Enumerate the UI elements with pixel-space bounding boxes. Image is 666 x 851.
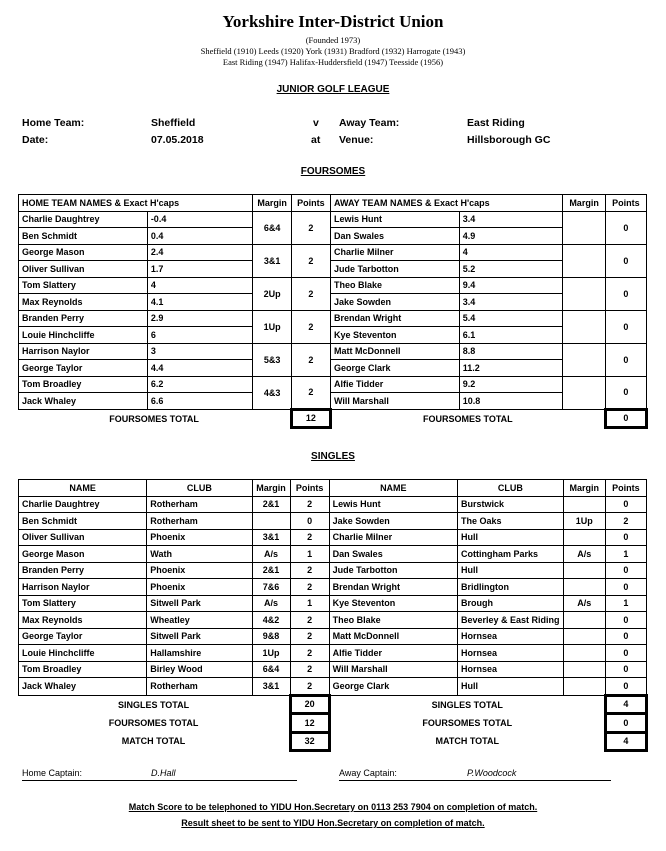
districts-line-1: Sheffield (1910) Leeds (1920) York (1931) Bradford (1932) Harrogate (1943) xyxy=(200,46,466,56)
away-team-label: Away Team: xyxy=(339,117,400,129)
points-header: Points xyxy=(291,195,330,212)
home-points: 2 xyxy=(291,277,330,310)
away-margin xyxy=(563,310,605,343)
foursomes-pair-row-bottom xyxy=(19,393,647,410)
home-match-total: 32 xyxy=(290,732,329,751)
away-points: 0 xyxy=(605,661,646,678)
away-player-name: Brendan Wright xyxy=(329,579,457,596)
home-player-handicap: 4.4 xyxy=(147,360,253,377)
home-margin: 1Up xyxy=(252,645,290,662)
away-player-name: Charlie Milner xyxy=(329,529,457,546)
away-margin xyxy=(563,645,605,662)
match-total-label: MATCH TOTAL xyxy=(435,736,499,747)
home-player-name: Jack Whaley xyxy=(19,393,148,410)
away-margin xyxy=(563,244,605,277)
home-player-handicap: 1.7 xyxy=(147,261,253,278)
singles-row xyxy=(19,562,647,579)
away-player-name: George Clark xyxy=(329,678,457,696)
home-player-name: Harrison Naylor xyxy=(19,579,147,596)
points-header: Points xyxy=(605,480,646,497)
home-margin xyxy=(252,513,290,530)
away-player-handicap: 9.4 xyxy=(459,277,563,294)
home-player-handicap: -0.4 xyxy=(147,211,253,228)
club-header: CLUB xyxy=(457,480,563,497)
match-total-row xyxy=(19,732,647,751)
away-points: 0 xyxy=(605,244,646,277)
home-player-name: Branden Perry xyxy=(19,310,148,327)
away-margin xyxy=(563,496,605,513)
home-player-name: Oliver Sullivan xyxy=(19,261,148,278)
home-player-club: Hallamshire xyxy=(147,645,252,662)
away-margin: 1Up xyxy=(563,513,605,530)
home-margin: 4&3 xyxy=(253,376,291,409)
away-player-club: Hornsea xyxy=(457,628,563,645)
points-header: Points xyxy=(290,480,329,497)
home-margin: A/s xyxy=(252,546,290,563)
foursomes-pair-row-top xyxy=(19,376,647,393)
home-player-club: Birley Wood xyxy=(147,661,252,678)
home-player-name: Oliver Sullivan xyxy=(19,529,147,546)
home-player-club: Rotherham xyxy=(147,496,252,513)
away-match-total: 4 xyxy=(605,732,646,751)
home-foursomes-summary: 12 xyxy=(290,714,329,733)
home-player-name: Tom Slattery xyxy=(19,595,147,612)
away-points: 0 xyxy=(605,579,646,596)
home-points: 2 xyxy=(290,645,329,662)
home-points: 2 xyxy=(290,628,329,645)
home-captain-line xyxy=(22,780,297,781)
home-player-name: Ben Schmidt xyxy=(19,228,148,245)
home-margin: 3&1 xyxy=(252,678,290,696)
home-player-name: Louie Hinchcliffe xyxy=(19,327,148,344)
singles-row xyxy=(19,529,647,546)
away-player-name: Will Marshall xyxy=(329,661,457,678)
home-player-name: Tom Broadley xyxy=(19,376,148,393)
home-singles-total: 20 xyxy=(290,695,329,714)
singles-row xyxy=(19,496,647,513)
away-player-name: Theo Blake xyxy=(329,612,457,629)
away-player-name: Matt McDonnell xyxy=(329,628,457,645)
home-points: 2 xyxy=(290,529,329,546)
home-margin: A/s xyxy=(252,595,290,612)
foursomes-pair-row-bottom xyxy=(19,360,647,377)
home-player-club: Sitwell Park xyxy=(147,628,252,645)
away-player-handicap: 11.2 xyxy=(459,360,563,377)
margin-header: Margin xyxy=(563,480,605,497)
home-points: 2 xyxy=(291,376,330,409)
away-player-name: George Clark xyxy=(330,360,459,377)
away-margin: A/s xyxy=(563,546,605,563)
away-captain-value: P.Woodcock xyxy=(467,768,517,778)
home-names-header: HOME TEAM NAMES & Exact H'caps xyxy=(19,195,253,212)
singles-header-row xyxy=(19,480,647,497)
home-points: 2 xyxy=(290,579,329,596)
page-title: Yorkshire Inter-District Union xyxy=(222,12,444,31)
foursomes-total-label: FOURSOMES TOTAL xyxy=(109,413,199,424)
home-points: 0 xyxy=(290,513,329,530)
away-points: 0 xyxy=(605,529,646,546)
singles-row xyxy=(19,678,647,696)
away-foursomes-summary: 0 xyxy=(605,714,646,733)
home-player-handicap: 3 xyxy=(147,343,253,360)
foursomes-pair-row-bottom xyxy=(19,294,647,311)
away-player-name: Dan Swales xyxy=(330,228,459,245)
away-singles-total: 4 xyxy=(605,695,646,714)
home-margin: 4&2 xyxy=(252,612,290,629)
away-player-handicap: 3.4 xyxy=(459,211,563,228)
home-points: 2 xyxy=(290,562,329,579)
away-team-value: East Riding xyxy=(467,117,525,129)
away-player-name: Dan Swales xyxy=(329,546,457,563)
match-total-label: MATCH TOTAL xyxy=(121,736,186,747)
home-captain-value: D.Hall xyxy=(151,768,176,778)
home-player-handicap: 6.6 xyxy=(147,393,253,410)
home-player-handicap: 4 xyxy=(147,277,253,294)
away-player-name: Alfie Tidder xyxy=(329,645,457,662)
home-player-name: Charlie Daughtrey xyxy=(19,211,148,228)
away-player-handicap: 4.9 xyxy=(459,228,563,245)
home-points: 2 xyxy=(290,678,329,696)
home-player-name: Ben Schmidt xyxy=(19,513,147,530)
away-player-name: Kye Steventon xyxy=(330,327,459,344)
away-points: 0 xyxy=(605,645,646,662)
away-points: 1 xyxy=(605,546,646,563)
club-header: CLUB xyxy=(147,480,252,497)
away-player-name: Alfie Tidder xyxy=(330,376,459,393)
away-player-club: Hull xyxy=(457,562,563,579)
home-points: 1 xyxy=(290,595,329,612)
home-player-handicap: 2.4 xyxy=(147,244,253,261)
home-player-club: Phoenix xyxy=(147,529,252,546)
foursomes-pair-row-top xyxy=(19,310,647,327)
home-player-name: Branden Perry xyxy=(19,562,147,579)
telephone-note: Match Score to be telephoned to YIDU Hon.Secretary on 0113 253 7904 on completion of match. xyxy=(128,802,538,812)
foursomes-total-label: FOURSOMES TOTAL xyxy=(423,413,513,424)
away-names-header: AWAY TEAM NAMES & Exact H'caps xyxy=(330,195,562,212)
home-margin: 2Up xyxy=(253,277,291,310)
singles-table xyxy=(18,479,648,752)
away-captain-label: Away Captain: xyxy=(339,768,397,778)
home-points: 2 xyxy=(290,612,329,629)
home-margin: 2&1 xyxy=(252,496,290,513)
home-margin: 5&3 xyxy=(253,343,291,376)
date-value: 07.05.2018 xyxy=(151,134,204,146)
away-captain-line xyxy=(339,780,611,781)
away-points: 0 xyxy=(605,310,646,343)
away-points: 0 xyxy=(605,612,646,629)
margin-header: Margin xyxy=(563,195,605,212)
home-points: 2 xyxy=(290,661,329,678)
home-player-name: Charlie Daughtrey xyxy=(19,496,147,513)
away-margin xyxy=(563,376,605,409)
away-points: 1 xyxy=(605,595,646,612)
away-margin xyxy=(563,661,605,678)
away-player-handicap: 6.1 xyxy=(459,327,563,344)
away-player-name: Lewis Hunt xyxy=(330,211,459,228)
venue-label: Venue: xyxy=(339,134,374,146)
home-player-name: Max Reynolds xyxy=(19,612,147,629)
home-player-name: Tom Slattery xyxy=(19,277,148,294)
away-player-handicap: 4 xyxy=(459,244,563,261)
home-player-name: Jack Whaley xyxy=(19,678,147,696)
date-label: Date: xyxy=(22,134,49,146)
away-player-club: Beverley & East Riding xyxy=(457,612,563,629)
away-player-club: Bridlington xyxy=(457,579,563,596)
foursomes-total-row xyxy=(19,409,647,428)
home-player-club: Wheatley xyxy=(147,612,252,629)
away-player-name: Will Marshall xyxy=(330,393,459,410)
away-player-handicap: 5.2 xyxy=(459,261,563,278)
districts-line-2: East Riding (1947) Halifax-Huddersfield (1947) Teesside (1956) xyxy=(222,57,444,67)
singles-row xyxy=(19,546,647,563)
away-player-handicap: 10.8 xyxy=(459,393,563,410)
away-player-club: Hull xyxy=(457,529,563,546)
name-header: NAME xyxy=(329,480,457,497)
away-points: 0 xyxy=(605,678,646,696)
away-player-name: Brendan Wright xyxy=(330,310,459,327)
singles-row xyxy=(19,513,647,530)
foursomes-header-row xyxy=(19,195,647,212)
away-foursomes-total: 0 xyxy=(605,409,646,428)
margin-header: Margin xyxy=(252,480,290,497)
away-player-club: Brough xyxy=(457,595,563,612)
away-points: 0 xyxy=(605,376,646,409)
home-player-name: George Taylor xyxy=(19,628,147,645)
home-points: 2 xyxy=(291,211,330,244)
away-player-handicap: 3.4 xyxy=(459,294,563,311)
home-margin: 9&8 xyxy=(252,628,290,645)
away-player-name: Kye Steventon xyxy=(329,595,457,612)
away-margin xyxy=(563,211,605,244)
singles-row xyxy=(19,645,647,662)
points-header: Points xyxy=(605,195,646,212)
home-player-club: Phoenix xyxy=(147,579,252,596)
away-player-club: Hull xyxy=(457,678,563,696)
foursomes-total-label: FOURSOMES TOTAL xyxy=(108,717,199,728)
away-margin xyxy=(563,612,605,629)
home-team-value: Sheffield xyxy=(151,117,196,129)
foursomes-pair-row-bottom xyxy=(19,327,647,344)
foursomes-pair-row-top xyxy=(19,244,647,261)
away-player-name: Jake Sowden xyxy=(329,513,457,530)
singles-total-row xyxy=(19,695,647,714)
away-margin xyxy=(563,343,605,376)
league-title: JUNIOR GOLF LEAGUE xyxy=(276,84,390,95)
away-points: 0 xyxy=(605,628,646,645)
foursomes-title: FOURSOMES xyxy=(300,166,366,177)
home-player-handicap: 6 xyxy=(147,327,253,344)
home-player-club: Sitwell Park xyxy=(147,595,252,612)
away-margin xyxy=(563,562,605,579)
away-player-handicap: 5.4 xyxy=(459,310,563,327)
singles-row xyxy=(19,595,647,612)
away-margin xyxy=(563,529,605,546)
foursomes-total-summary-row xyxy=(19,714,647,733)
away-points: 0 xyxy=(605,562,646,579)
founded-text: (Founded 1973) xyxy=(305,35,361,45)
singles-title: SINGLES xyxy=(311,451,355,462)
home-player-name: Harrison Naylor xyxy=(19,343,148,360)
home-captain-label: Home Captain: xyxy=(22,768,83,778)
away-margin xyxy=(563,579,605,596)
singles-total-label: SINGLES TOTAL xyxy=(117,699,190,710)
home-player-name: Louie Hinchcliffe xyxy=(19,645,147,662)
home-player-club: Wath xyxy=(147,546,252,563)
away-player-handicap: 9.2 xyxy=(459,376,563,393)
away-points: 0 xyxy=(605,343,646,376)
away-margin xyxy=(563,277,605,310)
result-sheet-note: Result sheet to be sent to YIDU Hon.Secretary on completion of match. xyxy=(181,818,485,828)
home-player-handicap: 0.4 xyxy=(147,228,253,245)
away-points: 2 xyxy=(605,513,646,530)
away-points: 0 xyxy=(605,496,646,513)
away-player-club: The Oaks xyxy=(457,513,563,530)
name-header: NAME xyxy=(19,480,147,497)
home-player-handicap: 6.2 xyxy=(147,376,253,393)
away-margin xyxy=(563,678,605,696)
home-player-handicap: 2.9 xyxy=(147,310,253,327)
home-margin: 1Up xyxy=(253,310,291,343)
foursomes-pair-row-top xyxy=(19,211,647,228)
home-player-name: George Mason xyxy=(19,244,148,261)
singles-row xyxy=(19,661,647,678)
away-player-name: Jude Tarbotton xyxy=(329,562,457,579)
home-points: 2 xyxy=(291,244,330,277)
home-points: 1 xyxy=(290,546,329,563)
away-points: 0 xyxy=(605,277,646,310)
singles-row xyxy=(19,579,647,596)
home-player-name: George Taylor xyxy=(19,360,148,377)
foursomes-pair-row-bottom xyxy=(19,228,647,245)
away-margin: A/s xyxy=(563,595,605,612)
home-player-handicap: 4.1 xyxy=(147,294,253,311)
home-foursomes-total: 12 xyxy=(291,409,330,428)
away-player-club: Burstwick xyxy=(457,496,563,513)
foursomes-pair-row-top xyxy=(19,343,647,360)
home-team-label: Home Team: xyxy=(22,117,85,129)
singles-row xyxy=(19,612,647,629)
away-player-name: Lewis Hunt xyxy=(329,496,457,513)
versus-text: v xyxy=(313,117,319,129)
home-player-club: Phoenix xyxy=(147,562,252,579)
foursomes-pair-row-top xyxy=(19,277,647,294)
home-margin: 7&6 xyxy=(252,579,290,596)
venue-value: Hillsborough GC xyxy=(467,134,551,146)
away-points: 0 xyxy=(605,211,646,244)
away-player-name: Matt McDonnell xyxy=(330,343,459,360)
home-player-name: Max Reynolds xyxy=(19,294,148,311)
away-player-handicap: 8.8 xyxy=(459,343,563,360)
home-player-club: Rotherham xyxy=(147,678,252,696)
singles-total-label: SINGLES TOTAL xyxy=(431,699,503,710)
away-player-club: Hornsea xyxy=(457,661,563,678)
away-player-name: Theo Blake xyxy=(330,277,459,294)
home-margin: 3&1 xyxy=(253,244,291,277)
foursomes-pair-row-bottom xyxy=(19,261,647,278)
home-margin: 3&1 xyxy=(252,529,290,546)
away-margin xyxy=(563,628,605,645)
home-player-club: Rotherham xyxy=(147,513,252,530)
margin-header: Margin xyxy=(253,195,291,212)
singles-row xyxy=(19,628,647,645)
home-margin: 2&1 xyxy=(252,562,290,579)
home-points: 2 xyxy=(291,343,330,376)
home-player-name: George Mason xyxy=(19,546,147,563)
foursomes-total-label: FOURSOMES TOTAL xyxy=(422,717,513,728)
home-margin: 6&4 xyxy=(252,661,290,678)
home-margin: 6&4 xyxy=(253,211,291,244)
away-player-club: Cottingham Parks xyxy=(457,546,563,563)
foursomes-table xyxy=(18,194,648,429)
away-player-name: Jude Tarbotton xyxy=(330,261,459,278)
away-player-name: Charlie Milner xyxy=(330,244,459,261)
home-points: 2 xyxy=(291,310,330,343)
away-player-club: Hornsea xyxy=(457,645,563,662)
home-points: 2 xyxy=(290,496,329,513)
at-text: at xyxy=(311,134,321,146)
home-player-name: Tom Broadley xyxy=(19,661,147,678)
away-player-name: Jake Sowden xyxy=(330,294,459,311)
